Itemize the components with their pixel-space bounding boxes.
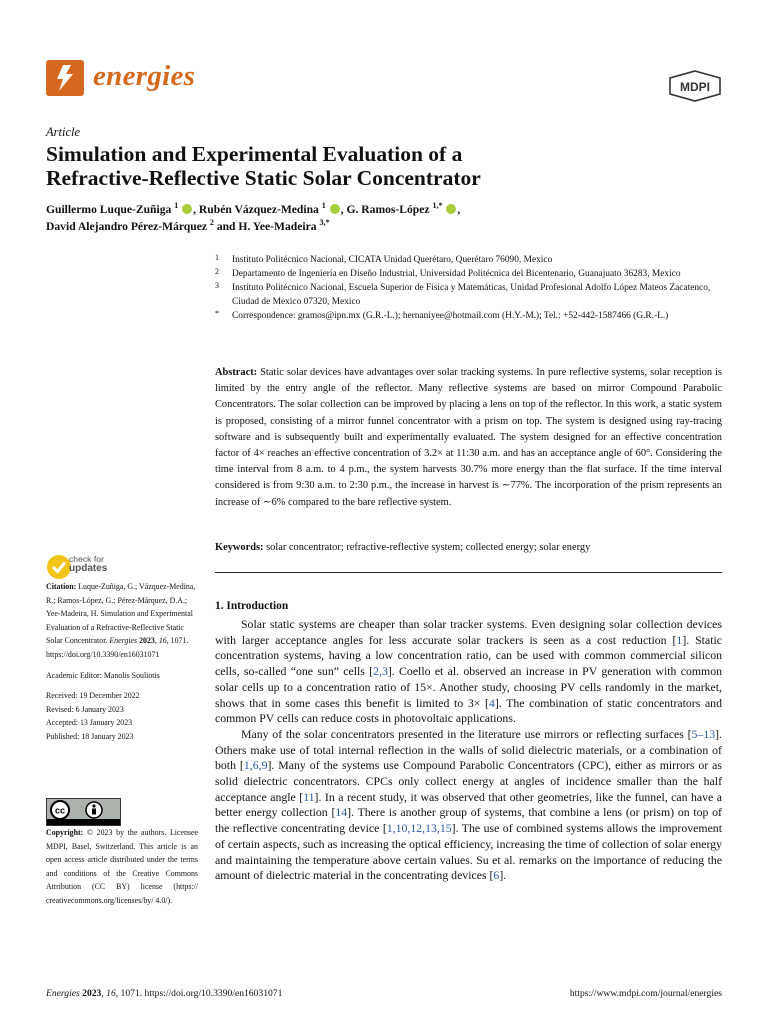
svg-text:cc: cc bbox=[54, 805, 66, 816]
article-title bbox=[46, 142, 646, 190]
citation-link[interactable]: 1 bbox=[676, 632, 683, 647]
orcid-icon[interactable] bbox=[182, 204, 192, 214]
author-name[interactable]: G. Ramos-López bbox=[346, 203, 430, 216]
citation-link[interactable]: 5–13 bbox=[691, 726, 716, 741]
check-for-updates-button[interactable]: check for updates bbox=[46, 554, 166, 580]
orcid-icon[interactable] bbox=[446, 204, 456, 214]
article-type: Article bbox=[46, 125, 81, 139]
author-list: Guillermo Luque-Zuñiga $^1$ , Rubén Vázquez-Medina $^1$ , G. Ramos-López $^{1,*}$ , David Alejandro Pérez-Márquez $^2$ and H. Yee-Madeira $^{3,*}$ bbox=[46, 201, 461, 233]
article-info-sidebar bbox=[46, 580, 196, 744]
academic-editor: Academic Editor: Manolis Souliotis bbox=[46, 670, 160, 680]
section-heading: 1. Introduction bbox=[215, 600, 289, 612]
title-line-1: Simulation and Experimental Evaluation of a bbox=[46, 142, 463, 166]
keywords-label: Keywords: bbox=[215, 542, 264, 553]
paragraph: Solar static systems are cheaper than solar tracker systems. Even designing solar collection devices with larger acceptance angles for less accurate solar trackers is seen as a cost reduction [1]. Static concentration systems, having a low concentration ratio, can be used with common commercial silicon cells, so-called “one sun” cells [2,3]. Coello et al. observed an increase in PV generation with common solar cells up to a concentration ratio of 15×. Another study, choosing PV cells randomly in the market, shows that in some cases this benefit is limited to 3× [4]. The combination of static concentrators and common PV cells can reduce costs in photovoltaic applications. bbox=[215, 617, 722, 726]
footer-citation: Energies 2023, 16, 1071. https://doi.org/10.3390/en16031071 bbox=[46, 988, 283, 999]
affiliation-item: 2 Departamento de Ingeniería en Diseño Industrial, Universidad Politécnica del Bicentenario, Guanajuato 36283, Mexico bbox=[215, 267, 681, 279]
title-line-2: Refractive-Reflective Static Solar Concentrator bbox=[46, 166, 481, 190]
abstract-label: Abstract: bbox=[215, 367, 258, 378]
footer-journal-url[interactable]: https://www.mdpi.com/journal/energies bbox=[569, 988, 722, 999]
date-published: Published: 18 January 2023 bbox=[46, 731, 134, 741]
author-name[interactable]: Rubén Vázquez-Medina bbox=[198, 203, 319, 216]
introduction-body bbox=[215, 617, 722, 884]
abstract bbox=[215, 365, 722, 511]
citation: Citation: Luque-Zuñiga, G.; Vázquez-Medina, R.; Ramos-López, G.; Pérez-Márquez, D.A.; Yee-Madeira, H. Simulation and Experimental Evaluation of a Refractive-Reflective Static Solar Concentrator. Energies 2023, 16, 1071. https://doi.org/10.3390/en16031071 bbox=[46, 582, 196, 659]
paragraph: Many of the solar concentrators presented in the literature use mirrors or reflecting surfaces [5–13]. Others make use of total internal reflection in the walls of solid dielectric materials, or a combination of both [1,6,9]. Many of the systems use Compound Parabolic Concentrators (CPC), either as mirrors or as solid dielectric concentrators. CPCs only collect energy at angles of incidence smaller than the half acceptance angle [11]. In a recent study, it was observed that other geometries, like the funnel, can have a better energy collection [14]. There is another group of systems, that combine a lens (or prism) on top of the reflective concentrating device [1,10,12,13,15]. The use of combined systems allows the improvement of certain aspects, such as increasing the optical efficiency, increasing the time of collection of solar energy and maintaining the temperature above certain values. Su et al. remarks on the importance of reducing the amount of dielectric material in the concentrating devices [6]. bbox=[215, 726, 723, 883]
date-revised: Revised: 6 January 2023 bbox=[46, 704, 124, 714]
citation-link[interactable]: 1,6,9 bbox=[243, 758, 268, 773]
citation-link[interactable]: 6 bbox=[493, 868, 500, 883]
author-name[interactable]: Guillermo Luque-Zuñiga bbox=[46, 203, 172, 216]
keywords bbox=[215, 540, 722, 556]
affiliations bbox=[215, 253, 735, 323]
citation-link[interactable]: 11 bbox=[303, 789, 315, 804]
journal-logo-icon bbox=[46, 60, 84, 96]
author-name[interactable]: H. Yee-Madeira bbox=[238, 220, 317, 233]
citation-link[interactable]: 1,10,12,13,15 bbox=[386, 821, 452, 836]
affiliation-item: 1 Instituto Politécnico Nacional, CICATA Unidad Querétaro, Querétaro 76090, Mexico bbox=[215, 253, 553, 265]
date-received: Received: 19 December 2022 bbox=[46, 691, 140, 701]
copyright-notice: Copyright: © 2023 by the authors. Licensee MDPI, Basel, Switzerland. This article is an open access article distributed under the terms and conditions of the Creative Commons Attribution (CC BY) license (https:// creativecommons.org/licenses/by/ 4.0/). bbox=[46, 828, 198, 905]
affiliation-item: 3 Instituto Politécnico Nacional, Escuela Superior de Física y Matemáticas, Unidad Profesional Adolfo López Mateos Zacatenco, Ciudad de Mexico 07320, Mexico bbox=[215, 281, 711, 307]
svg-text:MDPI: MDPI bbox=[680, 80, 710, 94]
citation-link[interactable]: 2,3 bbox=[373, 664, 388, 679]
correspondence: * Correspondence: gramos@ipn.mx (G.R.-L.); hernaniyee@hotmail.com (H.Y.-M.); Tel.: +52-442-1587466 (G.R.-L.) bbox=[215, 309, 669, 321]
keywords-text: solar concentrator; refractive-reflective system; collected energy; solar energy bbox=[266, 542, 591, 553]
citation-link[interactable]: 14 bbox=[335, 805, 348, 820]
abstract-text: Static solar devices have advantages over solar tracking systems. In pure reflective systems, solar reception is limited by the entry angle of the reflector. Many reflective systems are based on mirror Compound Parabolic Concentrators. The solar collection can be improved by placing a lens on top of the reflector. In this work, a static system is proposed, consisting of a mirror funnel concentrator with a prism on top. The system is designed using ray-tracing software and is subsequently built and experimentally evaluated. The system designed for an effective concentration factor of 4× reaches an effective concentration of 3.2× at 11:30 a.m. and has an acceptance angle of 60°. Considering the time interval from 8 a.m. to 4 p.m., the system harvests 30.7% more energy than the flat surface. If the time interval considered is from 9:30 a.m. to 2:30 p.m., the increase in harvest is ∼77%. The incorporation of the prism represents an increase of ∼6% compared to the bare reflective system. bbox=[215, 367, 722, 508]
author-name[interactable]: David Alejandro Pérez-Márquez bbox=[46, 220, 207, 233]
cc-by-license-icon[interactable] bbox=[46, 798, 121, 826]
journal-name: energies bbox=[93, 60, 196, 92]
mdpi-logo-icon bbox=[668, 70, 722, 102]
orcid-icon[interactable] bbox=[330, 204, 340, 214]
date-accepted: Accepted: 13 January 2023 bbox=[46, 718, 133, 728]
citation-link[interactable]: 4 bbox=[488, 695, 495, 710]
divider bbox=[215, 572, 722, 573]
